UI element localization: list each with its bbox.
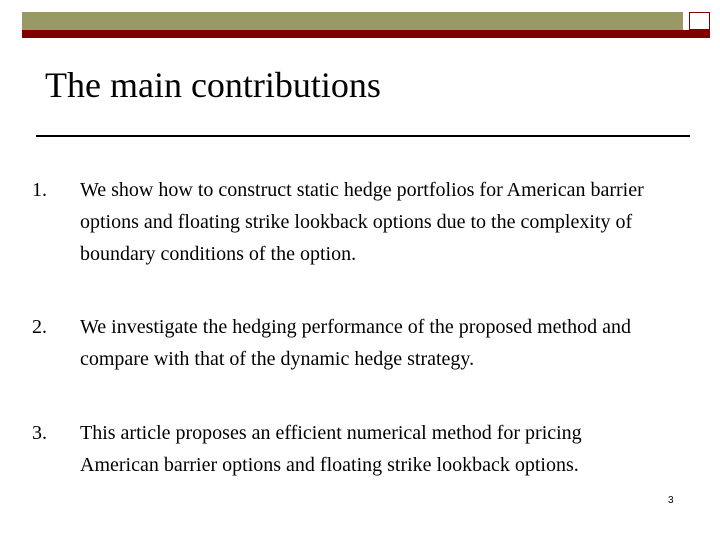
title-underline: [36, 135, 690, 137]
list-item-text: We show how to construct static hedge portfolios for American barrier options and floating strike lookback options due to the complexity of boundary conditions of the option.: [80, 179, 644, 265]
list-item-number: 1.: [32, 179, 47, 201]
list-item-text: This article proposes an efficient numerical method for pricing American barrier options and floating strike lookback options.: [80, 422, 582, 476]
header-band-square: [689, 12, 710, 30]
list-item-text: We investigate the hedging performance of the proposed method and compare with that of the dynamic hedge strategy.: [80, 316, 631, 370]
header-band-bottom: [22, 30, 710, 38]
list-item-number: 2.: [32, 316, 47, 338]
list-item-number: 3.: [32, 422, 47, 444]
slide-title: The main contributions: [45, 65, 381, 105]
header-band-top: [22, 12, 683, 30]
page-number: 3: [668, 495, 674, 506]
